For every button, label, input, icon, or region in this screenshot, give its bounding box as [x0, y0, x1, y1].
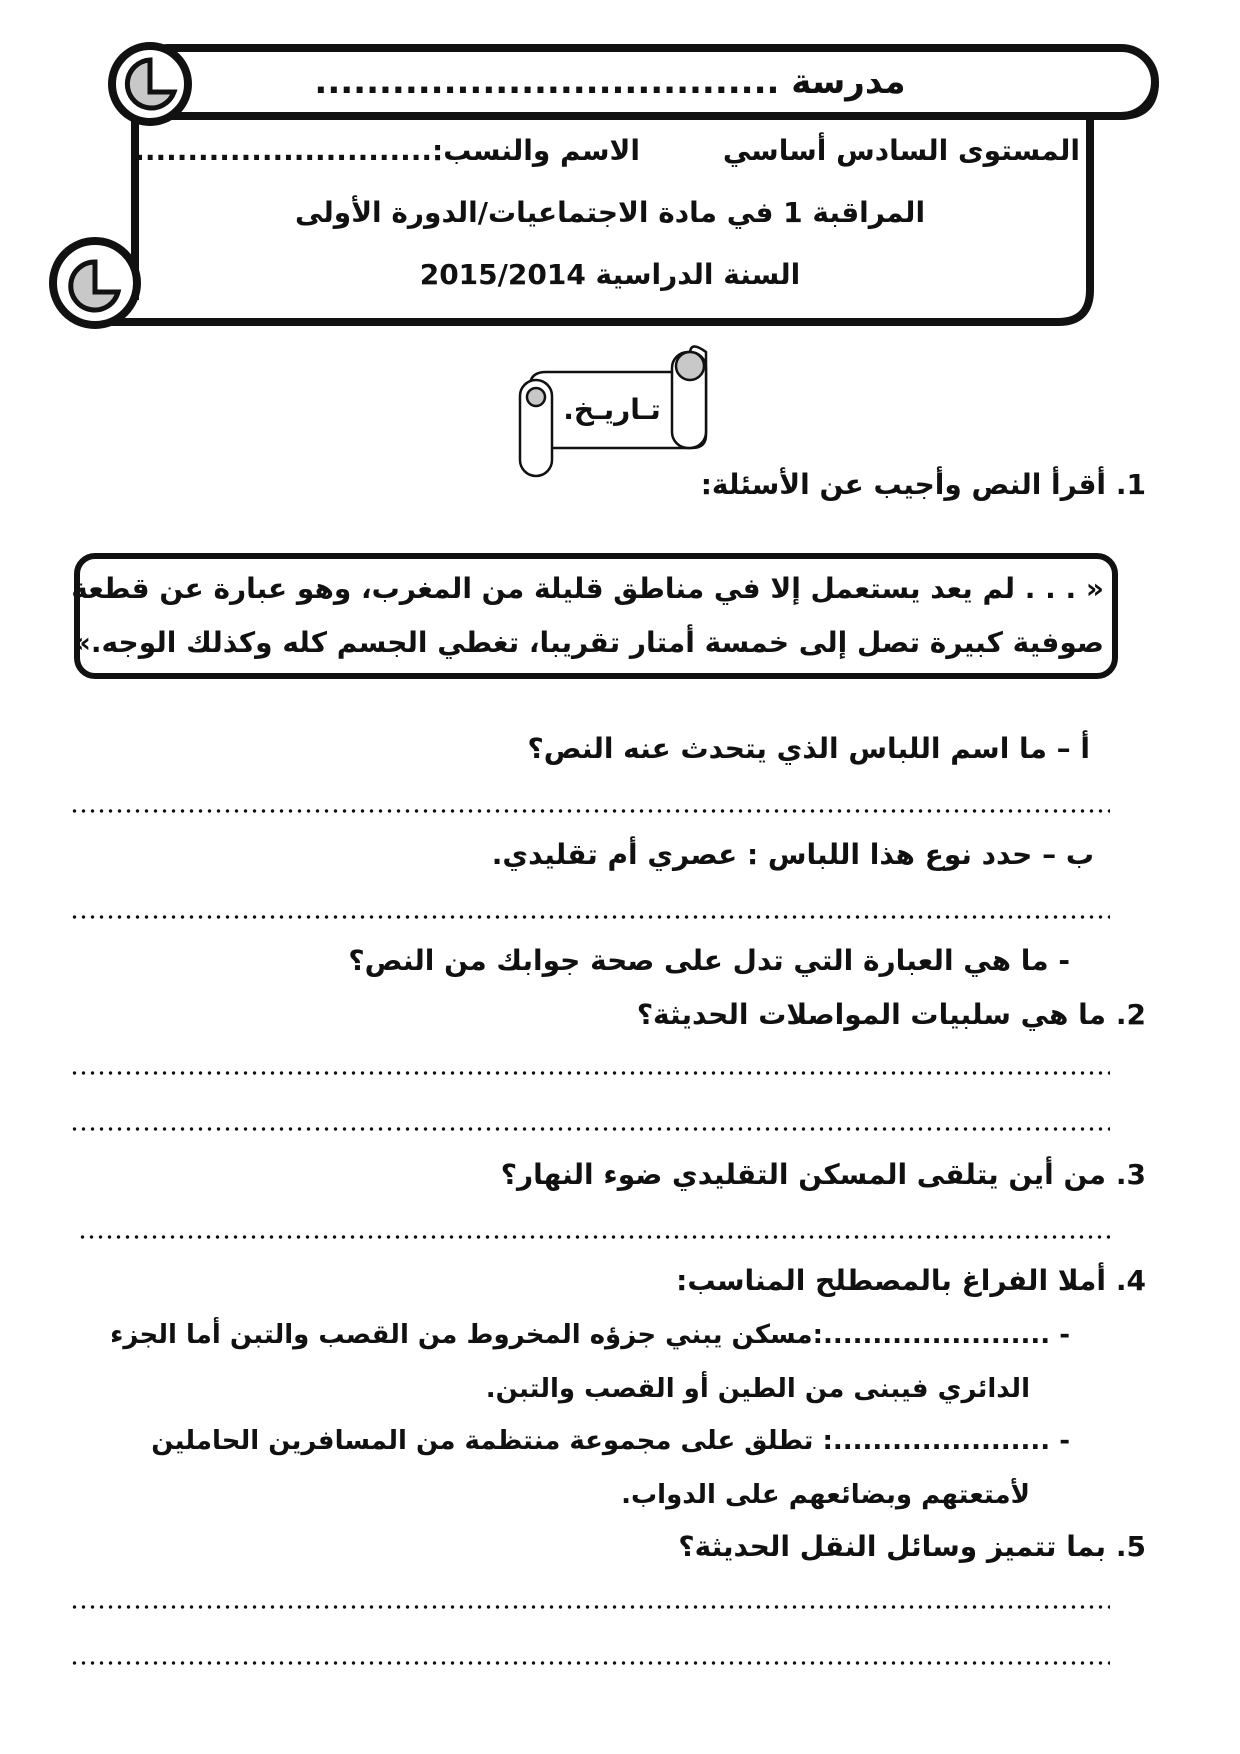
answer-line[interactable] — [70, 1604, 1110, 1610]
q4-number: 4. — [1115, 1264, 1146, 1297]
quote-line-1: « . . . لم يعد يستعمل إلا في مناطق قليلة من المغرب، وهو عبارة عن قطعة — [71, 572, 1104, 605]
q3-prompt: من أين يتلقى المسكن التقليدي ضوء النهار؟ — [500, 1158, 1106, 1191]
q4-item1-line2: الدائري فيبنى من الطين أو القصب والتبن. — [485, 1374, 1030, 1404]
q5-prompt: بما تتميز وسائل النقل الحديثة؟ — [678, 1530, 1106, 1563]
scroll-curl-top — [112, 46, 188, 122]
q3-number: 3. — [1115, 1158, 1146, 1191]
q5-number: 5. — [1115, 1530, 1146, 1563]
q1-a: أ – ما اسم اللباس الذي يتحدث عنه النص؟ — [527, 732, 1090, 765]
q4-prompt: أملا الفراغ بالمصطلح المناسب: — [676, 1264, 1106, 1297]
answer-line[interactable] — [70, 808, 1110, 814]
school-year: السنة الدراسية 2015/2014 — [419, 258, 801, 291]
level-label: المستوى السادس أساسي — [722, 134, 1080, 167]
exam-title: المراقبة 1 في مادة الاجتماعيات/الدورة الأولى — [294, 196, 926, 229]
answer-line[interactable] — [78, 1234, 1110, 1240]
answer-line[interactable] — [70, 1660, 1110, 1666]
q4-item1-line1: - .......................:مسكن يبني جزؤه المخروط من القصب والتبن أما الجزء — [110, 1320, 1070, 1350]
q4-item2-line1: - ......................: تطلق على مجموعة منتظمة من المسافرين الحاملين — [151, 1426, 1070, 1456]
q4-item2-line2: لأمتعتهم وبضائعهم على الدواب. — [621, 1480, 1030, 1510]
q1-number: 1. — [1115, 468, 1146, 501]
subject-banner-label: تـاريـخ. — [563, 393, 661, 426]
q1-b: ب – حدد نوع هذا اللباس : عصري أم تقليدي. — [491, 838, 1094, 871]
answer-line[interactable] — [70, 1070, 1110, 1076]
school-field: مدرسة .................................... — [314, 62, 906, 102]
answer-line[interactable] — [70, 1126, 1110, 1132]
q1-prompt: أقرأ النص وأجيب عن الأسئلة: — [700, 468, 1106, 501]
quote-line-2: صوفية كبيرة تصل إلى خمسة أمتار تقريبا، تغطي الجسم كله وكذلك الوجه.» — [72, 626, 1104, 659]
answer-line[interactable] — [70, 914, 1110, 920]
q1-c: - ما هي العبارة التي تدل على صحة جوابك من النص؟ — [348, 944, 1070, 977]
name-field: الاسم والنسب:............................ — [134, 134, 640, 167]
q2-prompt: ما هي سلبيات المواصلات الحديثة؟ — [636, 998, 1106, 1031]
q2-number: 2. — [1115, 998, 1146, 1031]
